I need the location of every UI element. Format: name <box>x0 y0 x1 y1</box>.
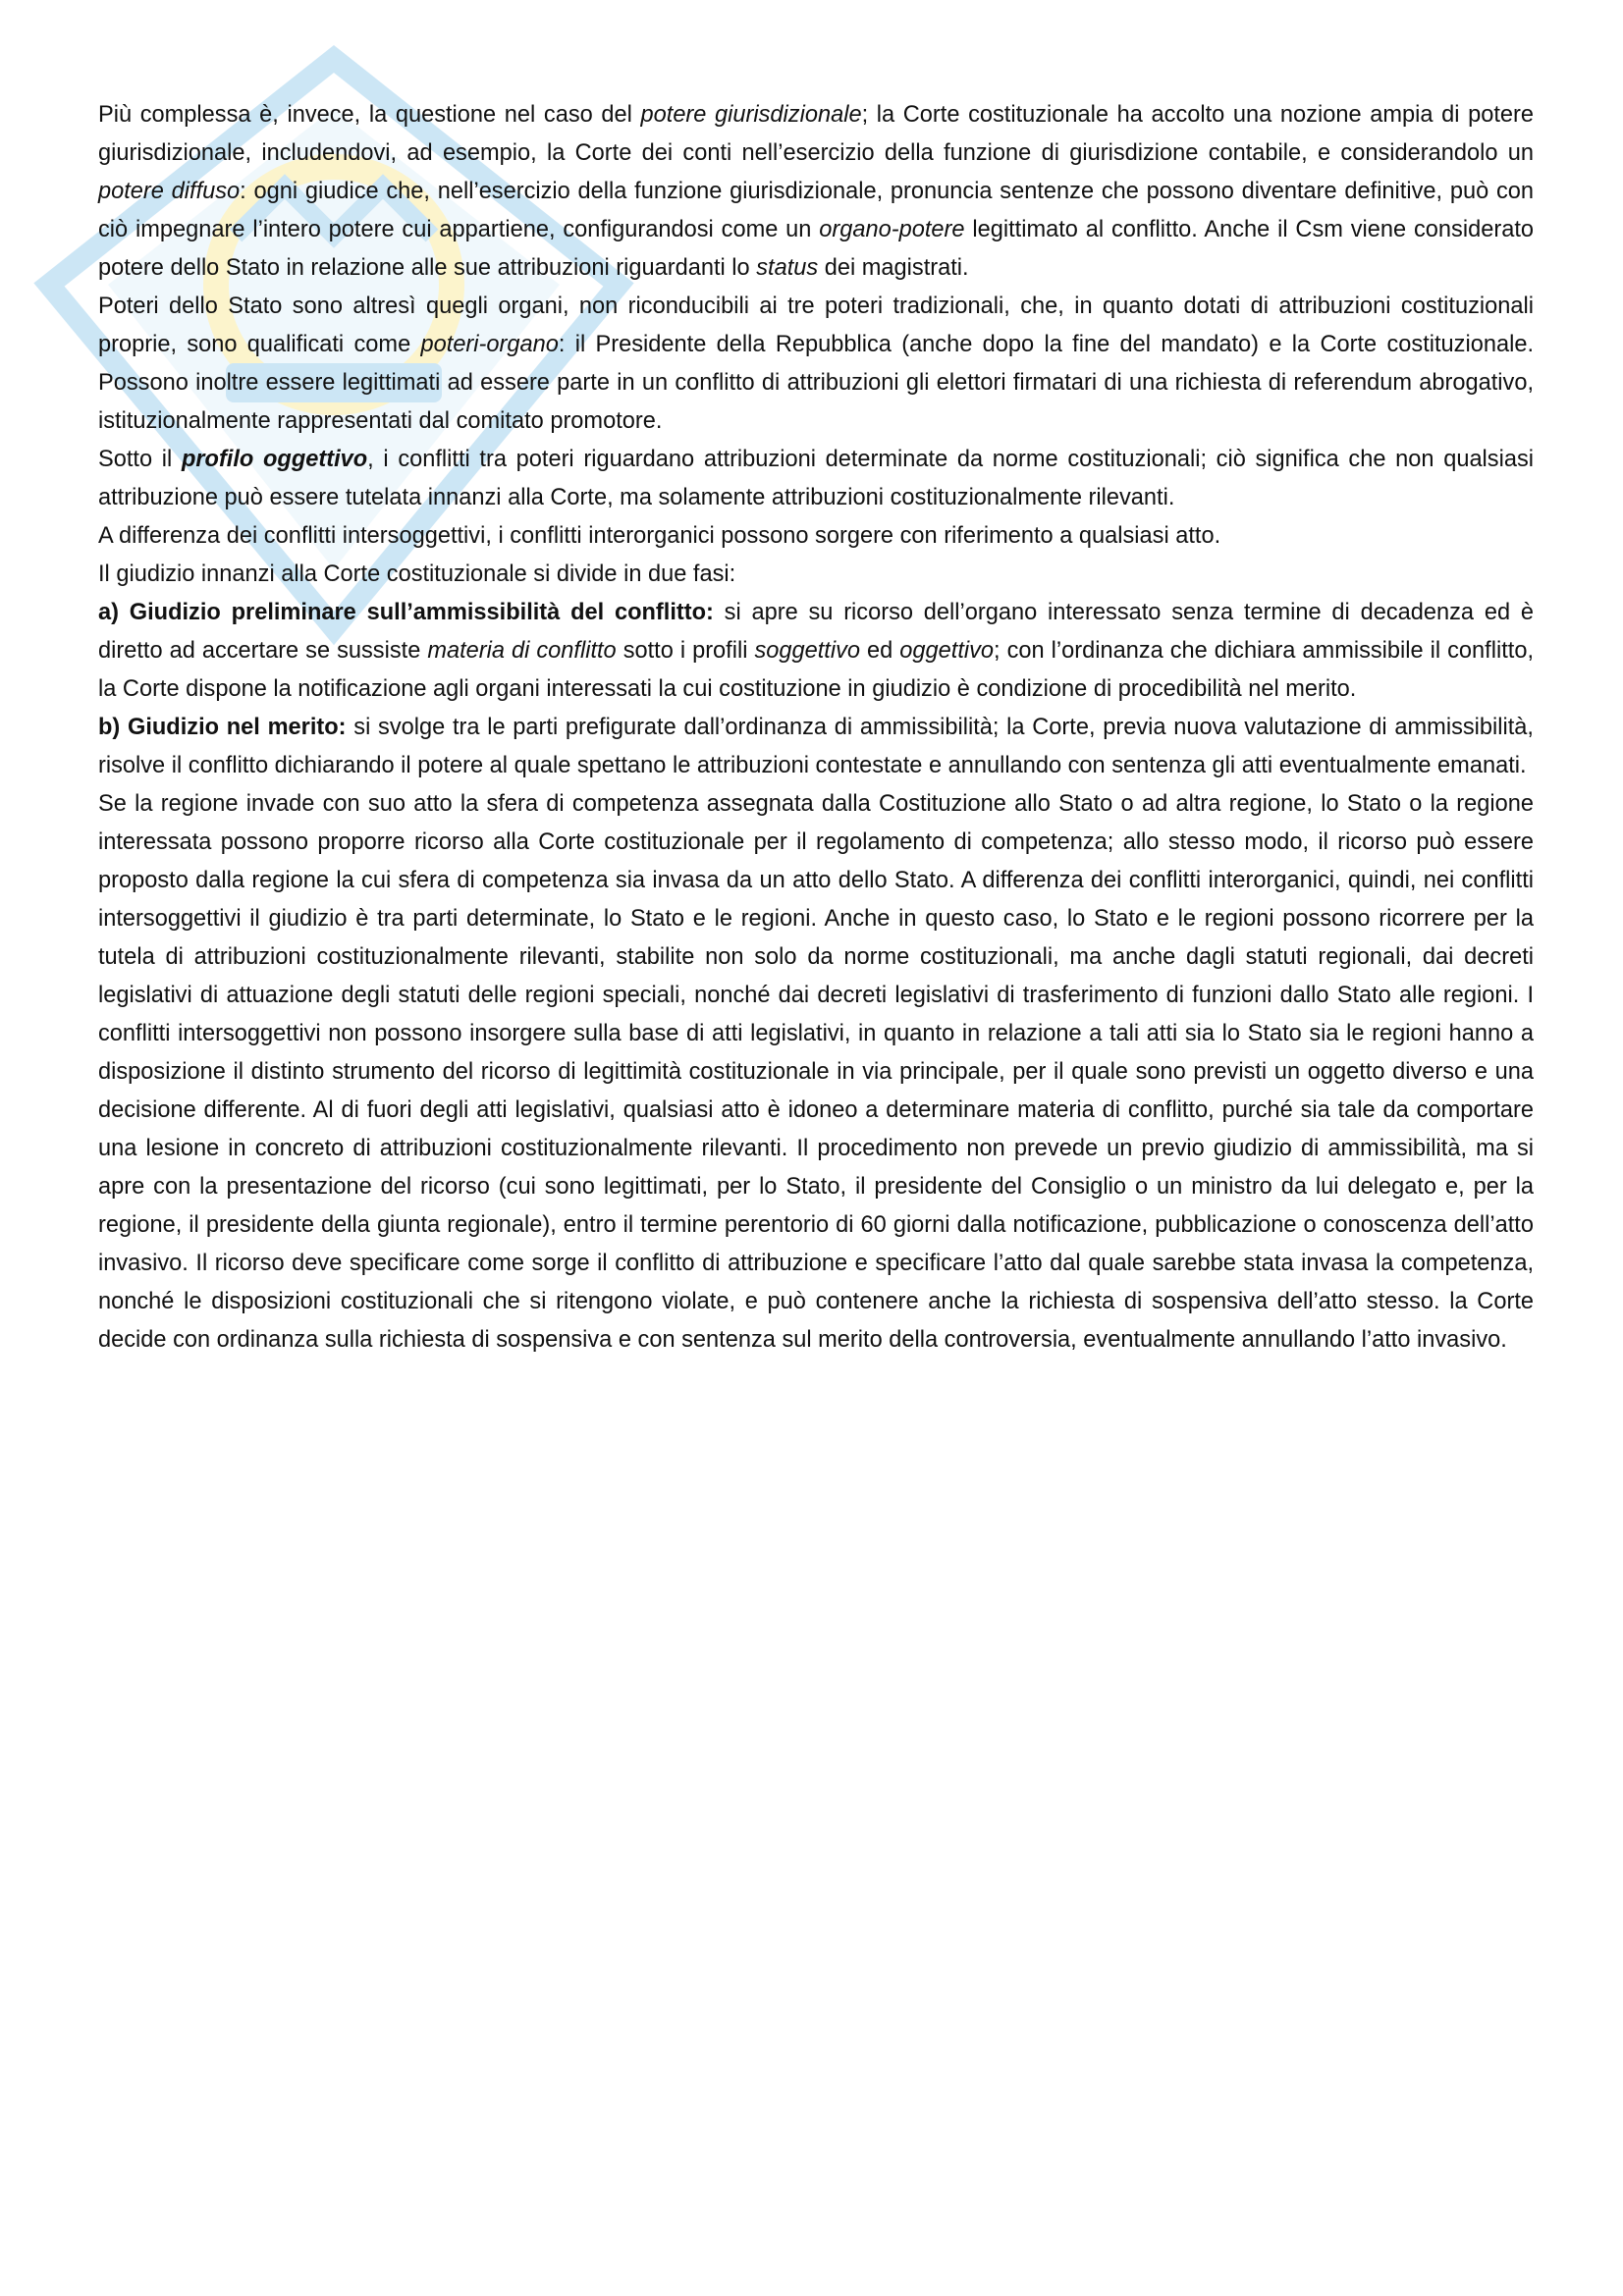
text-run: Poteri dello Stato sono altresì quegli organi, non riconducibili ai tre poteri tradizionali, che, in quanto dotati di attribuzioni costituzionali proprie, sono qualificati come <box>98 294 1534 357</box>
bold-heading: b) Giudizio nel merito: <box>98 715 347 740</box>
italic-term: organo-potere <box>819 217 965 242</box>
italic-term: potere giurisdizionale <box>640 102 862 128</box>
paragraph-conflitti-interorganici <box>98 517 1534 556</box>
text-run: A differenza dei conflitti intersoggettivi, i conflitti interorganici possono sorgere con riferimento a qualsiasi atto. <box>98 523 1221 549</box>
text-run: Sotto il <box>98 447 182 472</box>
text-run: ed <box>860 638 900 664</box>
italic-term: potere diffuso <box>98 179 241 204</box>
italic-term: materia di conflitto <box>427 638 617 664</box>
paragraph-potere-giurisdizionale <box>98 96 1534 288</box>
italic-term: status <box>756 255 819 281</box>
paragraph-profilo-oggettivo <box>98 441 1534 517</box>
italic-term: soggettivo <box>754 638 861 664</box>
document-body <box>98 96 1534 1360</box>
paragraph-fasi-giudizio <box>98 556 1534 594</box>
text-run: sotto i profili <box>616 638 755 664</box>
bold-italic-term <box>182 447 367 472</box>
paragraph-poteri-organo <box>98 288 1534 441</box>
text-run: Il giudizio innanzi alla Corte costituzionale si divide in due fasi: <box>98 561 736 587</box>
paragraph-giudizio-merito <box>98 709 1534 785</box>
text-run: si svolge tra le parti prefigurate dall’ordinanza di ammissibilità; la Corte, previa nuova valutazione di ammissibilità, risolve il conflitto dichiarando il potere al quale spettano le attribuzioni contestate e annullando con sentenza gli atti eventualmente emanati. <box>98 715 1534 778</box>
text-run: ; con l’ordinanza che dichiara ammissibile il conflitto, la Corte dispone la notificazione agli organi interessati la cui costituzione in giudizio è condizione di procedibilità nel merito. <box>98 638 1535 702</box>
paragraph-conflitti-intersoggettivi <box>98 785 1534 1360</box>
bold-heading: a) Giudizio preliminare sull’ammissibilità del conflitto: <box>98 600 714 625</box>
text-run: Più complessa è, invece, la questione nel caso del <box>98 102 641 128</box>
text-run: Se la regione invade con suo atto la sfera di competenza assegnata dalla Costituzione allo Stato o ad altra regione, lo Stato o la regione interessata possono proporre ricorso alla Corte costituzionale per il regolamento di competenza; allo stesso modo, il ricorso può essere proposto dalla regione la cui sfera di competenza sia invasa da un atto dello Stato. A differenza dei conflitti interorganici, quindi, nei conflitti intersoggettivi il giudizio è tra parti determinate, lo Stato e le regioni. Anche in questo caso, lo Stato e le regioni possono ricorrere per la tutela di attribuzioni costituzionalmente rilevanti, stabilite non solo da norme costituzionali, ma anche dagli statuti regionali, dai decreti legislativi di attuazione degli statuti delle regioni speciali, nonché dai decreti legislativi di trasferimento di funzioni dallo Stato alle regioni. I conflitti intersoggettivi non possono insorgere sulla base di atti legislativi, in quanto in relazione a tali atti sia lo Stato sia le regioni hanno a disposizione il distinto strumento del ricorso di legittimità costituzionale in via principale, per il quale sono previsti un oggetto diverso e una decisione differente. Al di fuori degli atti legislativi, qualsiasi atto è idoneo a determinare materia di conflitto, purché sia tale da comportare una lesione in concreto di attribuzioni costituzionalmente rilevanti. Il procedimento non prevede un previo giudizio di ammissibilità, ma si apre con la presentazione del ricorso (cui sono legittimati, per lo Stato, il presidente del Consiglio o un ministro da lui delegato e, per la regione, il presidente della giunta regionale), entro il termine perentorio di 60 giorni dalla notificazione, pubblicazione o conoscenza dell’atto invasivo. Il ricorso deve specificare come sorge il conflitto di attribuzione e specificare l’atto dal quale sarebbe stata invasa la competenza, nonché le disposizioni costituzionali che si ritengono violate, e può contenere anche la richiesta di sospensiva dell’atto stesso. la Corte decide con ordinanza sulla richiesta di sospensiva e con sentenza sul merito della controversia, eventualmente annullando l’atto invasivo. <box>98 791 1534 1353</box>
text-run: legittimato al conflitto. Anche il Csm viene considerato potere dello Stato in relazione alle sue attribuzioni riguardanti lo <box>98 217 1534 281</box>
text-run: : ogni giudice che, nell’esercizio della funzione giurisdizionale, pronuncia sentenze che possono diventare definitive, può con ciò impegnare l’intero potere cui appartiene, configurandosi come un <box>98 179 1534 242</box>
italic-term: oggettivo <box>899 638 995 664</box>
text-run: , i conflitti tra poteri riguardano attribuzioni determinate da norme costituzionali; ciò significa che non qualsiasi attribuzione può essere tutelata innanzi alla Corte, ma solamente attribuzioni costituzionalmente rilevanti. <box>98 447 1535 510</box>
text-run: : il Presidente della Repubblica (anche dopo la fine del mandato) e la Corte costituzionale. Possono inoltre essere legittimati ad essere parte in un conflitto di attribuzioni gli elettori firmatari di una richiesta di referendum abrogativo, istituzionalmente rappresentati dal comitato promotore. <box>98 332 1535 434</box>
text-run: ; la Corte costituzionale ha accolto una nozione ampia di potere giurisdizionale, includendovi, ad esempio, la Corte dei conti nell’esercizio della funzione di giurisdizione contabile, e considerandolo un <box>98 102 1534 166</box>
bold-italic-term-text: profilo oggettivo <box>181 447 368 472</box>
text-run: si apre su ricorso dell’organo interessato senza termine di decadenza ed è diretto ad accertare se sussiste <box>98 600 1534 664</box>
italic-term: poteri-organo <box>420 332 559 357</box>
text-run: dei magistrati. <box>818 255 969 281</box>
paragraph-giudizio-preliminare <box>98 594 1534 709</box>
